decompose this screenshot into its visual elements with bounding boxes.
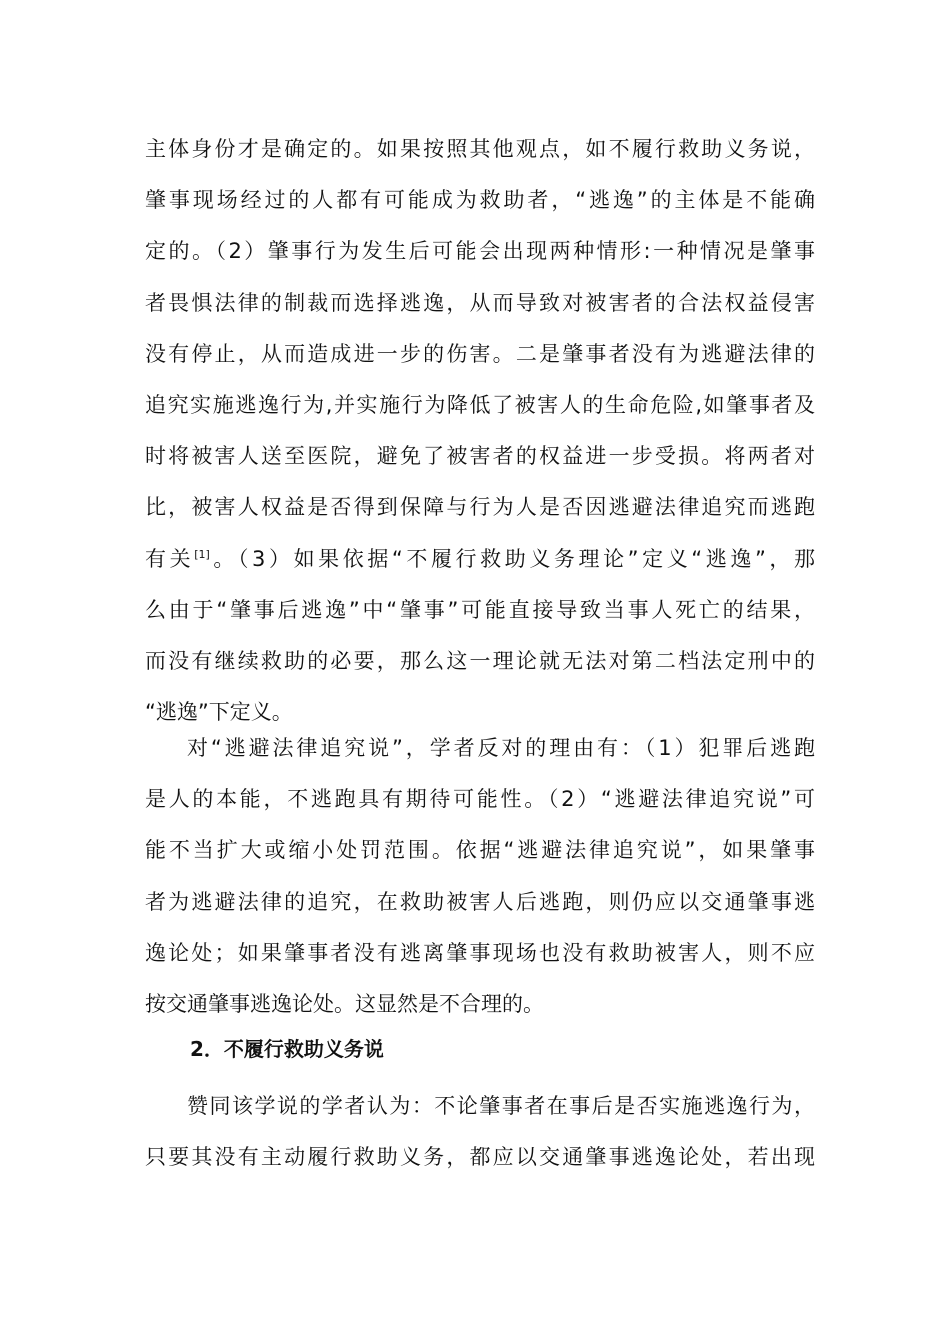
- text-line: 肇事现场经过的人都有可能成为救助者，“逃逸”的主体是不能确: [145, 188, 815, 213]
- text-line: 对“逃避法律追究说”，学者反对的理由有：（1）犯罪后逃跑: [187, 736, 815, 760]
- paragraph-objections: [145, 723, 815, 1030]
- text-line: 没有停止，从而造成进一步的伤害。二是肇事者没有为逃避法律的: [145, 341, 815, 366]
- text-line: 者为逃避法律的追究，在救助被害人后逃跑，则仍应以交通肇事逃: [145, 889, 815, 914]
- citation-reference[interactable]: [1]: [194, 547, 210, 561]
- text-line: 而没有继续救助的必要，那么这一理论就无法对第二档法定刑中的: [145, 648, 815, 673]
- paragraph-continuation: [145, 124, 815, 738]
- text-line: 追究实施逃逸行为,并实施行为降低了被害人的生命危险,如肇事者及: [145, 392, 815, 417]
- text-line: 逸论处；如果肇事者没有逃离肇事现场也没有救助被害人，则不应: [145, 940, 815, 965]
- section-heading: 2．不履行救助义务说: [190, 1037, 384, 1061]
- text-line: 只要其没有主动履行救助义务，都应以交通肇事逃逸论处，若出现: [145, 1145, 815, 1170]
- text-line: 定的。（2）肇事行为发生后可能会出现两种情形:一种情况是肇事: [145, 239, 815, 264]
- text-line: 时将被害人送至医院，避免了被害者的权益进一步受损。将两者对: [145, 444, 815, 469]
- text-segment: 。（3）如果依据“不履行救助义务理论”定义“逃逸”，那: [209, 546, 815, 571]
- text-line: 赞同该学说的学者认为：不论肇事者在事后是否实施逃逸行为，: [187, 1094, 815, 1118]
- text-line: 主体身份才是确定的。如果按照其他观点，如不履行救助义务说，: [145, 137, 815, 161]
- text-line: “逃逸”下定义。: [145, 700, 293, 725]
- text-line: 按交通肇事逃逸论处。这显然是不合理的。: [145, 991, 544, 1016]
- text-segment: 有关: [145, 546, 195, 571]
- text-line: 比，被害人权益是否得到保障与行为人是否因逃避法律追究而逃跑: [145, 495, 815, 520]
- text-line: 么由于“肇事后逃逸”中“肇事”可能直接导致当事人死亡的结果，: [145, 597, 815, 622]
- text-line: 能不当扩大或缩小处罚范围。依据“逃避法律追究说”，如果肇事: [145, 838, 815, 863]
- text-line: 是人的本能，不逃跑具有期待可能性。（2）“逃避法律追究说”可: [145, 787, 815, 812]
- text-line: 者畏惧法律的制裁而选择逃逸，从而导致对被害者的合法权益侵害: [145, 290, 815, 315]
- paragraph-theory: [145, 1081, 815, 1183]
- text-line-with-citation: [145, 534, 815, 585]
